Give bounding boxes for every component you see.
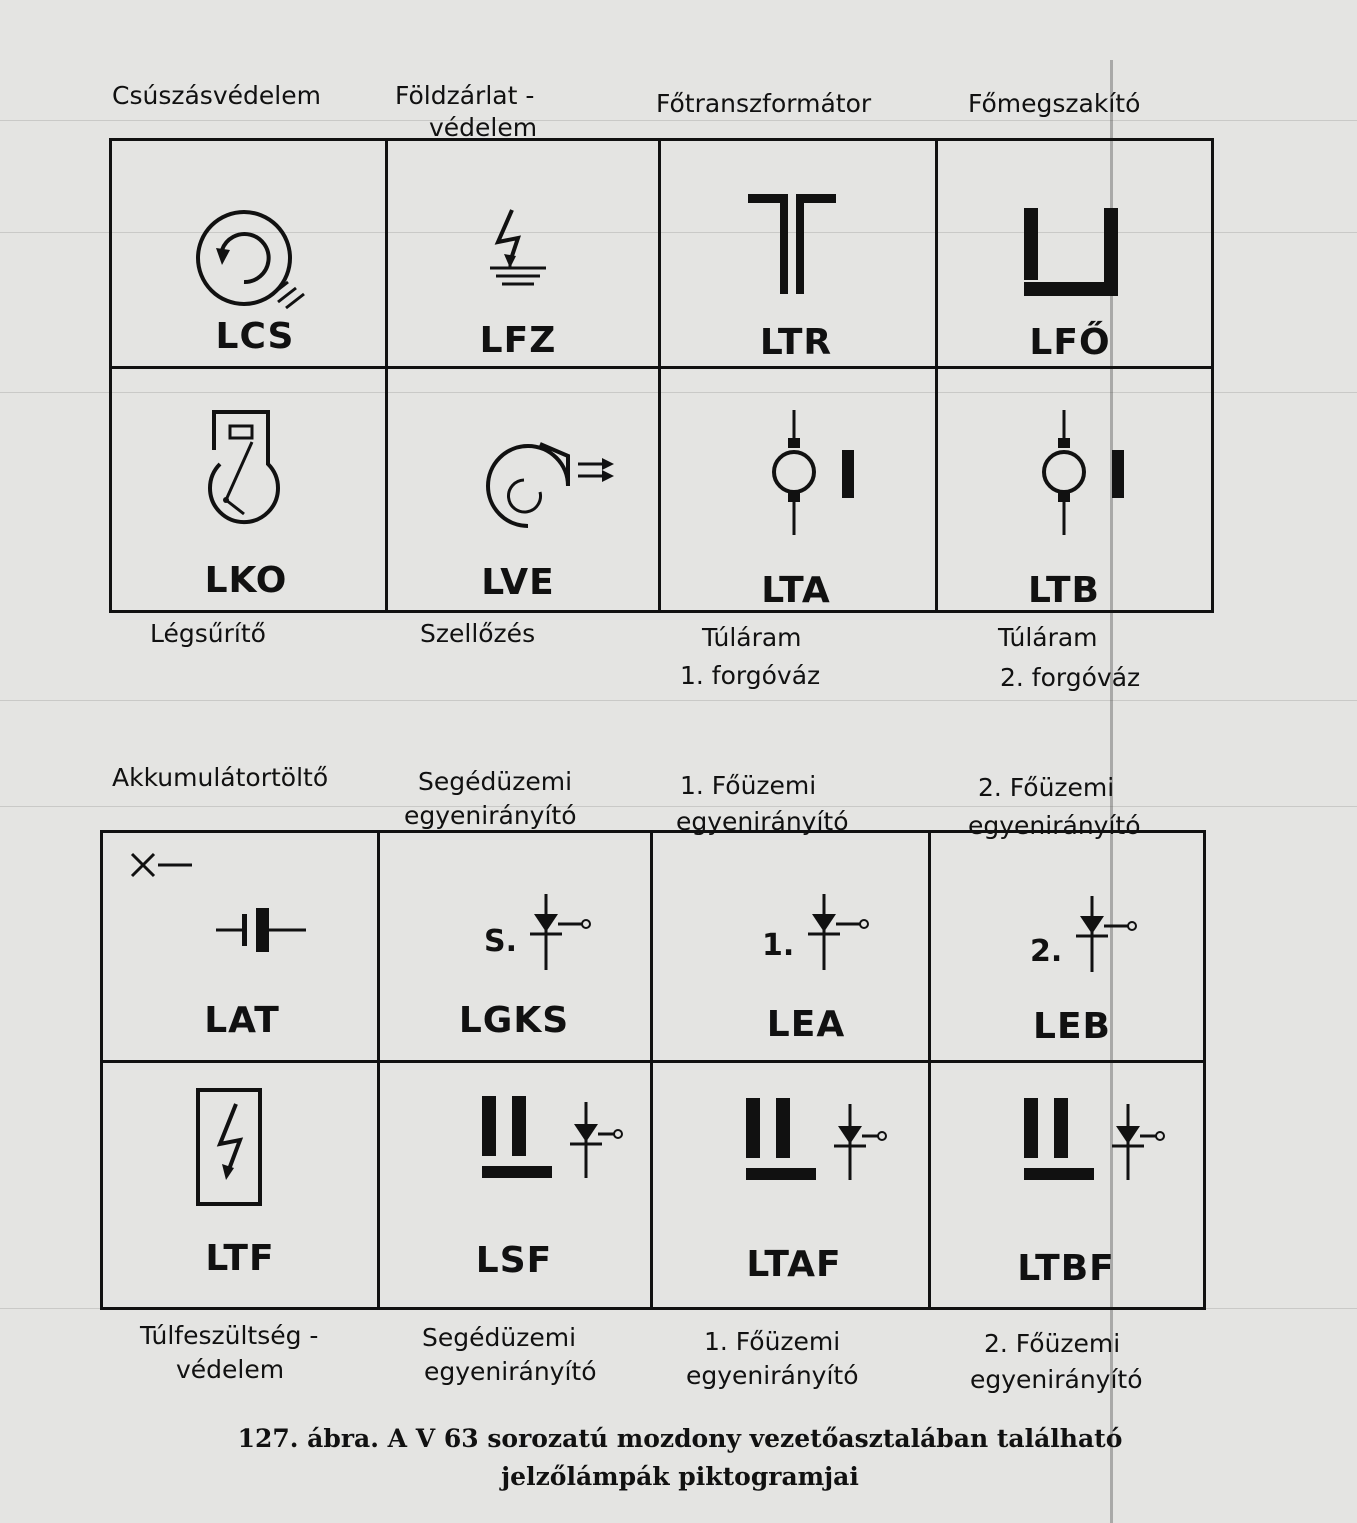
- code-lve: LVE: [481, 562, 555, 603]
- label-fomegszakito: Főmegszakító: [968, 89, 1141, 118]
- code-lgks: LGKS: [458, 1000, 570, 1041]
- rectifier-icon: [522, 890, 602, 980]
- breaker-rectifier-icon-2: [746, 1098, 906, 1188]
- motor-overcurrent-icon-2: [1038, 410, 1128, 560]
- ground-fault-icon: [488, 208, 558, 288]
- code-lsf: LSF: [475, 1240, 553, 1281]
- transformer-icon: [748, 194, 838, 294]
- label-egyeniranyito-top-3: egyenirányító: [968, 811, 1141, 840]
- code-lea: LEA: [766, 1004, 846, 1045]
- breaker-rectifier-icon-3: [1024, 1098, 1184, 1188]
- battery-charger-icon: [128, 850, 318, 940]
- label-foldzarlat-2: védelem: [429, 113, 538, 142]
- label-akkumulatortolto: Akkumulátortöltő: [112, 763, 329, 792]
- code-ltaf: LTAF: [746, 1244, 842, 1285]
- label-egyeniranyito-top-1: egyenirányító: [404, 801, 577, 830]
- motor-overcurrent-icon: [768, 410, 858, 560]
- prefix-1: 1.: [762, 928, 795, 963]
- label-tulfeszultseg-2: védelem: [176, 1355, 285, 1384]
- label-segeduzemi-top: Segédüzemi: [418, 767, 573, 796]
- label-tularam-2: Túláram: [998, 623, 1098, 652]
- label-tularam-1: Túláram: [702, 623, 802, 652]
- code-ltr: LTR: [759, 322, 833, 363]
- code-lko: LKO: [204, 560, 288, 601]
- label-csuszasvedelem: Csúszásvédelem: [112, 81, 321, 110]
- fan-icon: [480, 440, 630, 530]
- rectifier-icon-3: [1068, 892, 1148, 982]
- label-tulfeszultseg: Túlfeszültség -: [140, 1321, 319, 1350]
- label-forgovaz-1: 1. forgóváz: [680, 661, 821, 690]
- label-egyeniranyito-top-2: egyenirányító: [676, 807, 849, 836]
- label-szellozes: Szellőzés: [420, 619, 536, 648]
- label-forgovaz-2: 2. forgóváz: [1000, 663, 1141, 692]
- label-segeduzemi-bottom: Segédüzemi: [422, 1323, 577, 1352]
- figure-caption-line-2: jelzőlámpák piktogramjai: [501, 1462, 859, 1491]
- breaker-rectifier-icon: [482, 1096, 642, 1186]
- code-ltb: LTB: [1028, 570, 1100, 611]
- rectifier-icon-2: [800, 890, 880, 980]
- prefix-2: 2.: [1030, 934, 1063, 969]
- main-breaker-icon: [1024, 208, 1124, 298]
- label-2-fouzemi-bottom: 2. Főüzemi: [984, 1329, 1121, 1358]
- label-egyeniranyito-bottom-3: egyenirányító: [970, 1365, 1143, 1394]
- label-1-fouzemi-top: 1. Főüzemi: [680, 771, 817, 800]
- code-lfo: LFŐ: [1029, 322, 1111, 363]
- label-legsurito: Légsűrítő: [150, 619, 266, 648]
- code-lat: LAT: [204, 1000, 280, 1041]
- code-lta: LTA: [761, 570, 831, 611]
- label-fotranszformator: Főtranszformátor: [656, 89, 872, 118]
- label-foldzarlat: Földzárlat -: [395, 81, 535, 110]
- compressor-icon: [208, 408, 288, 538]
- figure-caption-line-1: 127. ábra. A V 63 sorozatú mozdony vezetőasztalában található: [237, 1424, 1123, 1453]
- overvoltage-icon: [196, 1088, 266, 1208]
- code-lfz: LFZ: [479, 320, 557, 361]
- prefix-s: S.: [484, 924, 518, 959]
- code-ltf: LTF: [205, 1238, 275, 1279]
- label-2-fouzemi-top: 2. Főüzemi: [978, 773, 1115, 802]
- code-lcs: LCS: [215, 316, 295, 357]
- code-leb: LEB: [1033, 1006, 1111, 1047]
- code-ltbf: LTBF: [1017, 1248, 1115, 1289]
- label-egyeniranyito-bottom-1: egyenirányító: [424, 1357, 597, 1386]
- label-egyeniranyito-bottom-2: egyenirányító: [686, 1361, 859, 1390]
- label-1-fouzemi-bottom: 1. Főüzemi: [704, 1327, 841, 1356]
- wheel-slip-icon: [192, 210, 322, 310]
